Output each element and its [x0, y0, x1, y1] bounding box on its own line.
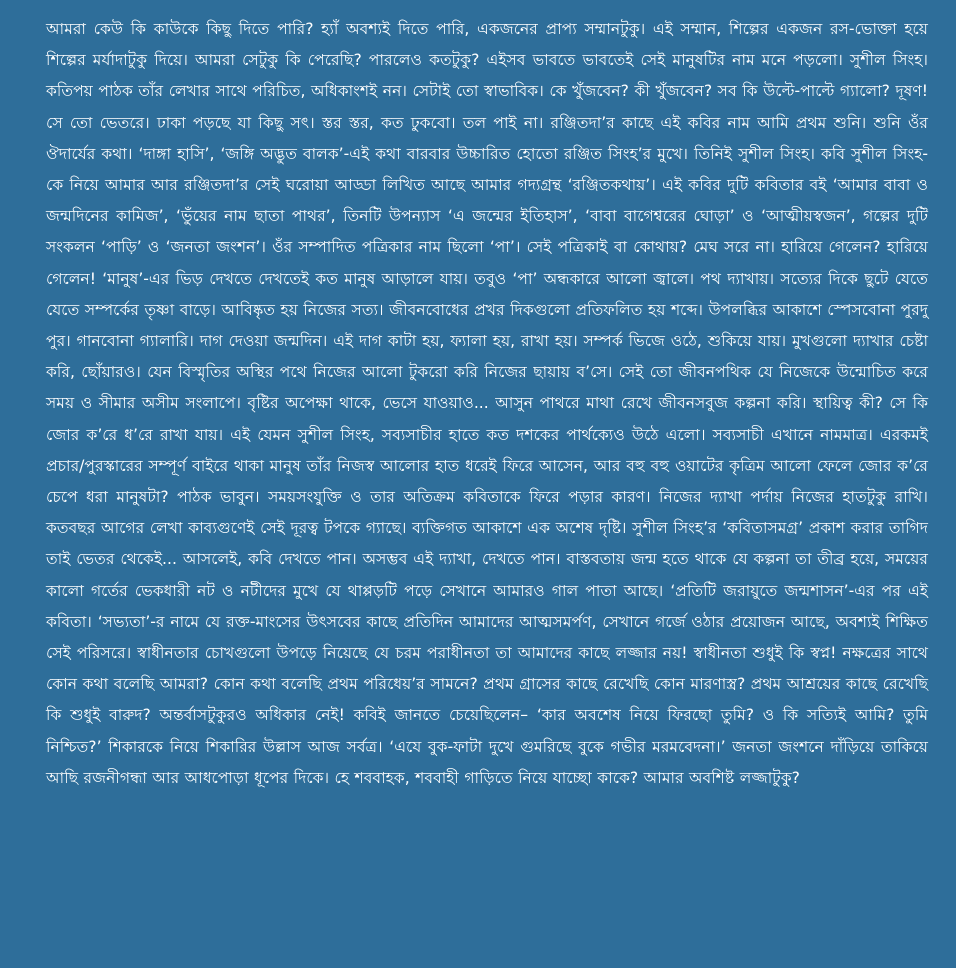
article-paragraph: আমরা কেউ কি কাউকে কিছু দিতে পারি? হ্যাঁ অবশ্যই দিতে পারি, একজনের প্রাপ্য সম্মানটুকু। এই সম্মান, শিল্পের একজন রস-ভোক্তা হয়ে শিল্পের মর্যাদাটুকু দিয়ে। আমরা সেটুকু কি পেরেছি? পারলেও কতটুকু? এইসব ভাবতে ভাবতেই সেই মানুষটির নাম মনে পড়লো। সুশীল সিংহ। কতিপয় পাঠক তাঁর লেখার সাথে পরিচিত, অধিকাংশই নন। সেটাই তো স্বাভাবিক। কে খুঁজবেন? কী খুঁজবেন? সব কি উল্টে-পাল্টে গ্যালো? দূষণ! সে তো ভেতরে। ঢাকা পড়ছে যা কিছু সৎ। স্তর স্তর, কত ঢুকবো। তল পাই না। রঞ্জিতদা’র কাছে এই কবির নাম আমি প্রথম শুনি। শুনি ওঁর ঔদার্যের কথা। ‘দাঙ্গা হাসি’, ‘জঙ্গি অদ্ভুত বালক’-এই কথা বারবার উচ্চারিত হোতো রঞ্জিত সিংহ’র মুখে। তিনিই সুশীল সিংহ। কবি সুশীল সিংহ-কে নিয়ে আমার আর রঞ্জিতদা’র সেই ঘরোয়া আড্ডা লিখিত আছে আমার গদ্যগ্রন্থ ‘রঞ্জিতকথায়’। এই কবির দুটি কবিতার বই ‘আমার বাবা ও জন্মদিনের কামিজ’, ‘ভুঁয়ের নাম ছাতা পাথর’, তিনটি উপন্যাস ‘এ জন্মের ইতিহাস’, ‘বাবা বাগেশ্বরের ঘোড়া’ ও ‘আত্মীয়স্বজন’, গল্পের দুটি সংকলন ‘পাড়ি’ ও ‘জনতা জংশন’। ওঁর সম্পাদিত পত্রিকার নাম ছিলো ‘পা’। সেই পত্রিকাই বা কোথায়? মেঘ সরে না। হারিয়ে গেলেন? হারিয়ে গেলেন! ‘মানুষ’-এর ভিড় দেখতে দেখতেই কত মানুষ আড়ালে যায়। তবুও ‘পা’ অন্ধকারে আলো জ্বালে। পথ দ্যাখায়। সত্যের দিকে ছুটে যেতে যেতে সম্পর্কের তৃষ্ণা বাড়ে। আবিষ্কৃত হয় নিজের সত্য। জীবনবোধের প্রখর দিকগুলো প্রতিফলিত হয় শব্দে। উপলব্ধির আকাশে স্পেসবোনা পুরদু পুর। গানবোনা গ্যালারি। দাগ দেওয়া জন্মদিন। এই দাগ কাটা হয়, ফ্যালা হয়, রাখা হয়। সম্পর্ক ভিজে ওঠে, শুকিয়ে যায়। মুখগুলো দ্যাখার চেষ্টা করি, ছোঁয়ারও। যেন বিস্মৃতির অস্থির পথে নিজের আলো টুকরো করি নিজের ছায়ায় ব’সে। সেই তো জীবনপথিক যে নিজেকে উন্মোচিত করে সময় ও সীমার অসীম সংলাপে। বৃষ্টির অপেক্ষা থাকে, ভেসে যাওয়াও... আসুন পাথরে মাথা রেখে জীবনসবুজ কল্পনা করি। স্থায়িত্ব কী? সে কি জোর ক’রে ধ’রে রাখা যায়। এই যেমন সুশীল সিংহ, সব্যসাচীর হাতে কত দশকের পার্থক্যেও উঠে এলো। সব্যসাচী এখানে নামমাত্র। এরকমই প্রচার/পুরস্কারের সম্পূর্ণ বাইরে থাকা মানুষ তাঁর নিজস্ব আলোর হাত ধরেই ফিরে আসেন, আর বহু বহু ওয়াটের কৃত্রিম আলো ফেলে জোর ক’রে চেপে ধরা মানুষটা? পাঠক ভাবুন। সময়সংযুক্তি ও তার অতিক্রম কবিতাকে ফিরে পড়ার কারণ। নিজের দ্যাখা পর্দায় নিজের হাতটুকু রাখি। কতবছর আগের লেখা কাব্যগুণেই সেই দূরত্ব টপকে গ্যাছে। ব্যক্তিগত আকাশে এক অশেষ দৃষ্টি। সুশীল সিংহ’র ‘কবিতাসমগ্র’ প্রকাশ করার তাগিদ তাই ভেতর থেকেই... আসলেই, কবি দেখতে পান। অসম্ভব এই দ্যাখা, দেখতে পান। বাস্তবতায় জন্ম হতে থাকে যে কল্পনা তা তীব্র হয়ে, সময়ের কালো গর্তের ভেকধারী নট ও নটীদের মুখে যে থাপ্পড়টি পড়ে সেখানে আমারও গাল পাতা আছে। ‘প্রতিটি জরায়ুতে জন্মশাসন’-এর পর এই কবিতা। ‘সভ্যতা’-র নামে যে রক্ত-মাংসের উৎসবের কাছে প্রতিদিন আমাদের আত্মসমর্পণ, সেখানে গর্জে ওঠার প্রয়োজন আছে, অবশ্যই শিক্ষিত সেই পরিসরে। স্বাধীনতার চোখগুলো উপড়ে নিয়েছে যে চরম পরাধীনতা তা আমাদের কাছে লজ্জার নয়! স্বাধীনতা শুধুই কি স্বপ্ন! নক্ষত্রের সাথে কোন কথা বলেছি আমরা? কোন কথা বলেছি প্রথম পরিধেয়’র সামনে? প্রথম গ্রাসের কাছে রেখেছি কোন মারণাস্ত্র? প্রথম আশ্রয়ের কাছে রেখেছি কি শুধুই বারুদ? অন্তর্বাসটুকুরও অধিকার নেই! কবিই জানতে চেয়েছিলেন– ‘কার অবশেষ নিয়ে ফিরছো তুমি? ও কি সত্যিই আমি? তুমি নিশ্চিত?’ শিকারকে নিয়ে শিকারির উল্লাস আজ সর্বত্র। ‘এযে বুক-ফাটা দুখে গুমরিছে বুকে গভীর মরমবেদনা।’ জনতা জংশনে দাঁড়িয়ে তাকিয়ে আছি রজনীগন্ধা আর আধপোড়া ধূপের দিকে। হে শববাহক, শববাহী গাড়িতে নিয়ে যাচ্ছো কাকে? আমার অবশিষ্ট লজ্জাটুকু?: [46, 20, 928, 787]
